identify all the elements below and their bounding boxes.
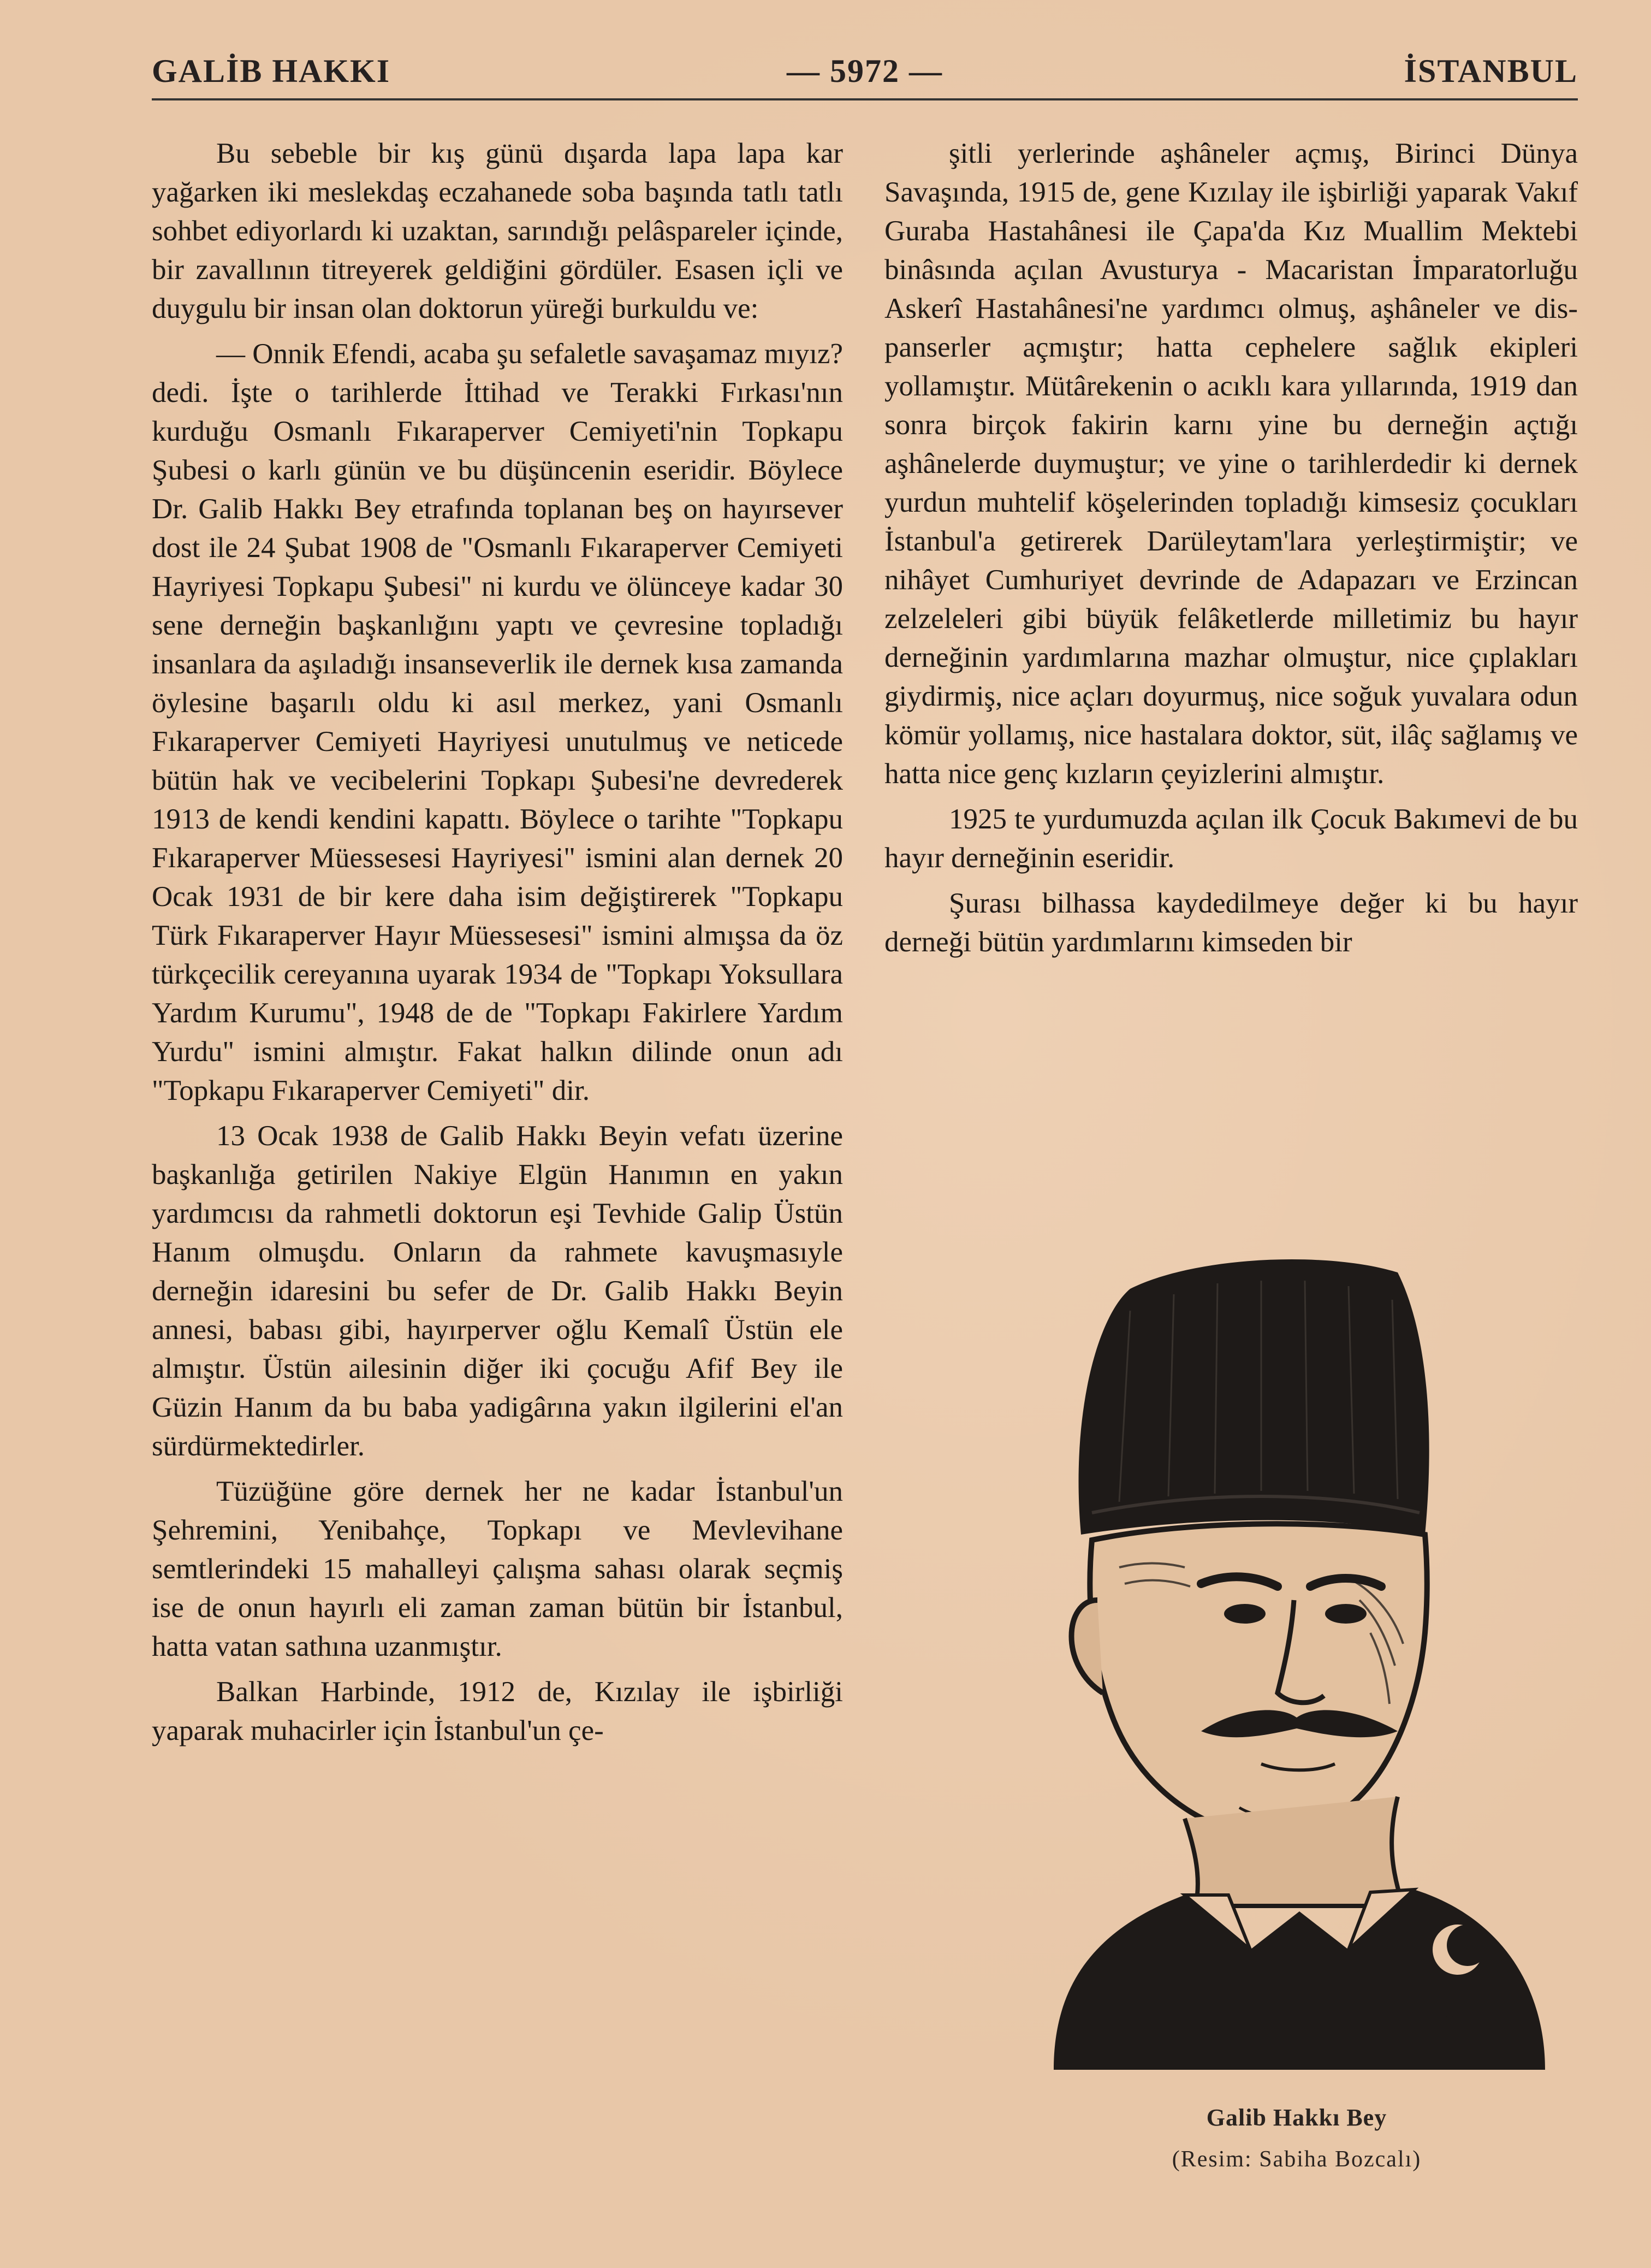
portrait-credit: (Resim: Sabiha Bozcalı) <box>1172 2147 1422 2172</box>
portrait-caption: Galib Hakkı Bey <box>1206 2104 1387 2131</box>
right-text-column <box>884 134 1578 968</box>
header-divider <box>152 98 1578 100</box>
paragraph: şitli yerlerinde aşhâneler açmış, Birinci Dünya Savaşında, 1915 de, gene Kızılay ile işbirliği yaparak Vakıf Guraba Hastahânesi ile Çapa'da Kız Muallim Mektebi binâsında açılan Avusturya - Macaristan İmparatorluğu Askerî Hastahânesi'ne yardımcı olmuş, aşhâneler ve dispanserler açmıştır; hatta cephelere sağlık ekipleri yollamıştır. Mütârekenin o acıklı kara yıllarında, 1919 dan sonra birçok fakirin karnı yine bu derneğin açtığı aşhânelerde duymuştur; ve yine o tarihlerdedir ki dernek yurdun muhtelif köşelerinden topladığı kimsesiz çocukları İstanbul'a getirerek Darüleytam'lara yerleştirmiştir; ve nihâyet Cumhuriyet devrinde de Adapazarı ve Erzincan zelzeleleri gibi büyük felâketlerde milletimiz bu hayır derneğinin yardımlarına mazhar olmuştur, nice çıplakları giydirmiş, nice açları doyurmuş, nice soğuk yuvalara odun kömür yollamış, nice hastalara doktor, süt, ilâç sağlamış ve hatta nice genç kızların çeyizlerini almıştır. <box>884 138 1578 790</box>
header-section-title: İSTANBUL <box>1404 53 1578 89</box>
header-article-title: GALİB HAKKI <box>152 53 391 89</box>
paragraph: Şurası bilhassa kaydedilmeye değer ki bu hayır derneği bütün yardımlarını kimseden bir <box>884 887 1578 958</box>
paragraph: Bu sebeble bir kış günü dışarda lapa lapa kar yağarken iki meslekdaş eczahanede soba başında tatlı tatlı sohbet ediyorlardı ki uzaktan, sarındığı pelâspareler içinde, bir zavallının titreyerek geldiğini gördüler. Esasen içli ve duygulu bir insan olan doktorun yüreği burkuldu ve: <box>152 138 843 324</box>
left-text-column <box>152 134 843 1757</box>
paragraph: 1925 te yurdumuzda açılan ilk Çocuk Bakımevi de bu hayır derneğinin eseridir. <box>884 803 1578 874</box>
paragraph: 13 Ocak 1938 de Galib Hakkı Beyin vefatı üzerine başkanlığa getirilen Nakiye Elgün Hanımın en yakın yardımcısı da rahmetli doktorun eşi Tevhide Galip Üstün Hanım olmuşdu. Onların da rahmete kavuşmasıyle derneğin idaresini bu sefer de Dr. Galib Hakkı Beyin annesi, babası gibi, hayırperver oğlu Kemalî Üstün ele almıştır. Üstün ailesinin diğer iki çocuğu Afif Bey ile Güzin Hanım da bu baba yadigârına yakın ilgilerini el'an sürdürmektedirler. <box>152 1120 843 1462</box>
paragraph: Balkan Harbinde, 1912 de, Kızılay ile işbirliği yaparak muhacirler için İstanbul'un çe- <box>152 1676 843 1746</box>
paragraph: Tüzüğüne göre dernek her ne kadar İstanbul'un Şehremini, Yenibahçe, Topkapı ve Mevlevihane semtlerindeki 15 mahalleyi çalışma sahası olarak seçmiş ise de onun hayırlı eli zaman zaman bütün bir İstanbul, hatta vatan sathına uzanmıştır. <box>152 1476 843 1662</box>
header-page-number: — 5972 — <box>787 53 943 89</box>
portrait-illustration <box>1021 1185 1572 2070</box>
paragraph: — Onnik Efendi, acaba şu sefaletle savaşamaz mıyız? dedi. İşte o tarihlerde İttihad ve Terakki Fırkası'nın kurduğu Osmanlı Fıkaraperver Cemiyeti'nin Topkapu Şubesi o karlı günün ve bu düşüncenin eseridir. Böylece Dr. Galib Hakkı Bey etrafında toplanan beş on hayırsever dost ile 24 Şubat 1908 de "Osmanlı Fıkaraperver Cemiyeti Hayriyesi Topkapu Şubesi" ni kurdu ve ölünceye kadar 30 sene derneğin başkanlığını yaptı ve çevresine topladığı insanlara da aşıladığı insanseverlik ile dernek kısa zamanda öylesine başarılı oldu ki asıl merkez, yani Osmanlı Fıkaraperver Cemiyeti Hayriyesi unutulmuş ve neticede bütün hak ve vecibelerini Topkapı Şubesi'ne devrederek 1913 de kendi kendini kapattı. Böylece o tarihte "Topkapu Fıkaraperver Müessesesi Hayriyesi" ismini alan dernek 20 Ocak 1931 de bir kere daha isim değiştirerek "Topkapu Türk Fıkaraperver Hayır Müessesesi" ismini almışsa da öz türkçecilik cereyanına uyarak 1934 de "Topkapı Yoksullara Yardım Kurumu", 1948 de de "Topkapı Fakirlere Yardım Yurdu" ismini almıştır. Fakat halkın dilinde onun adı "Topkapu Fıkaraperver Cemiyeti" dir. <box>152 338 843 1106</box>
